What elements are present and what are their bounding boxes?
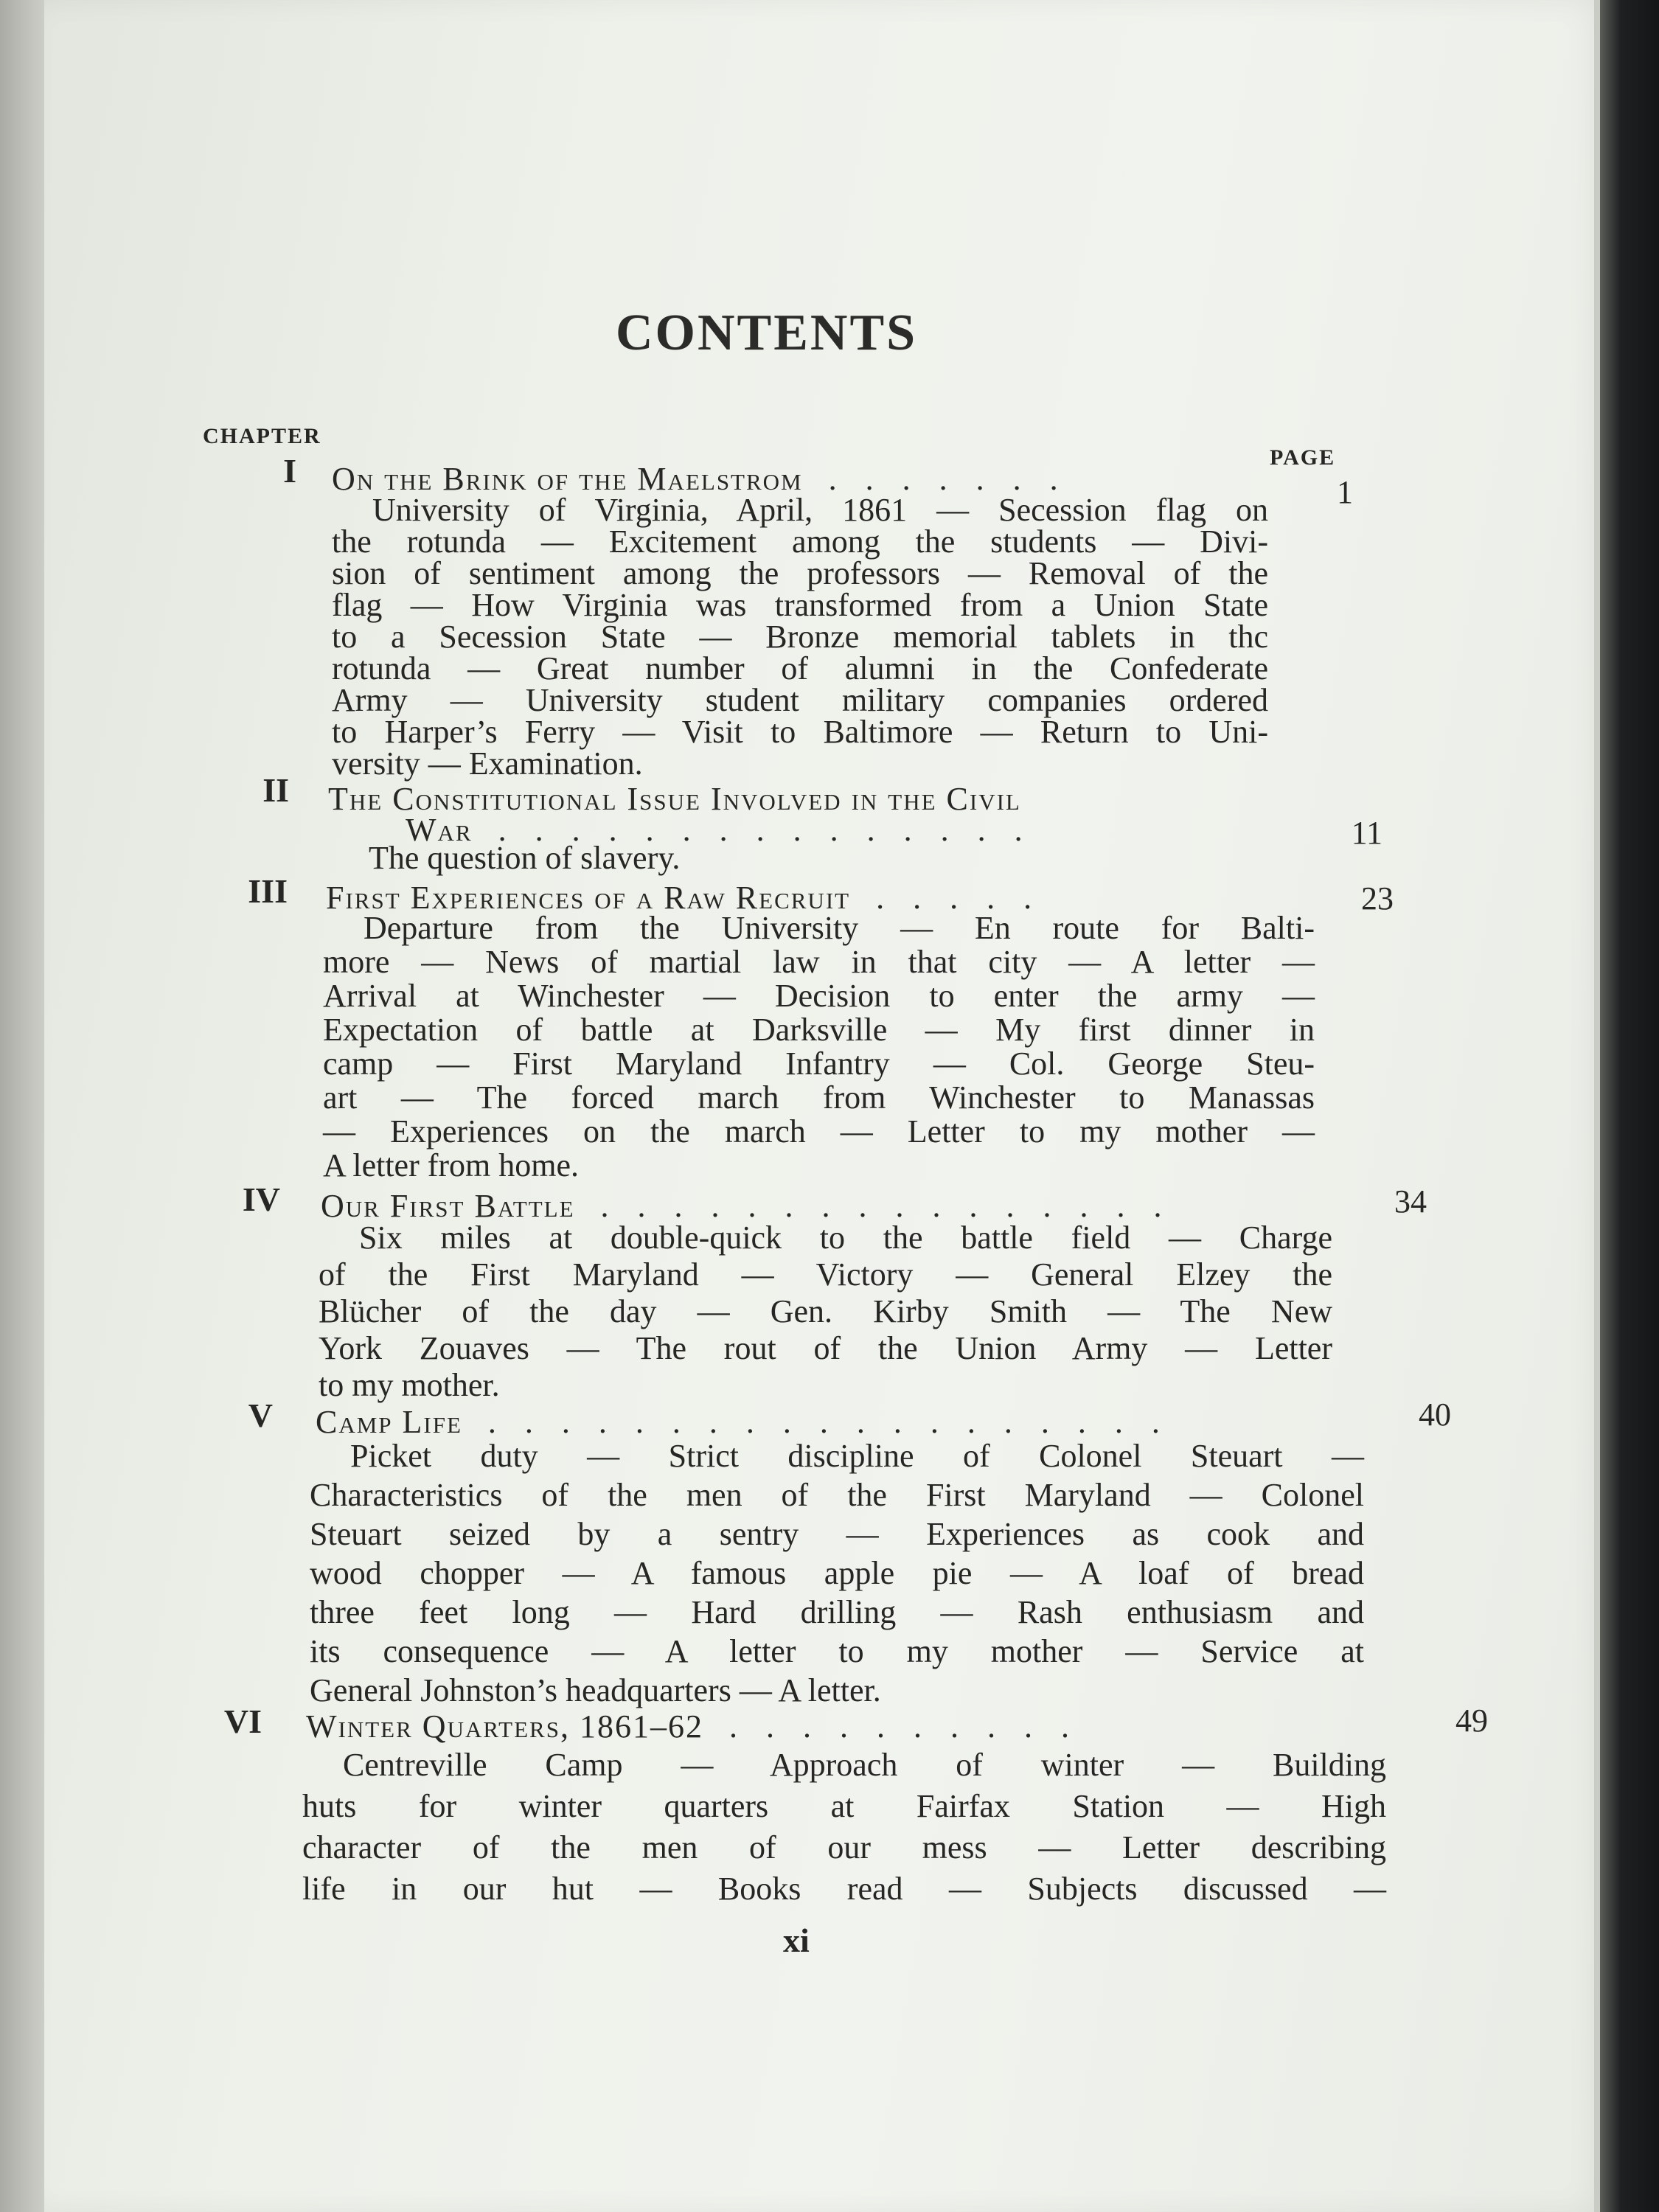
chapter-numeral: IV [242,1180,280,1218]
chapter-title: The Constitutional Issue Involved in the Civil [328,781,1021,817]
chapter-page-number: 40 [1419,1397,1451,1433]
chapter-numeral: V [248,1397,273,1434]
chapter-summary: Centreville Camp — Approach of winter — Building huts for winter quarters at Fairfax Station — High character of the men of our mess — Letter describing life in our hut — Books read — Subjects discussed — [302,1747,1386,1907]
chapter-numeral: III [248,872,288,910]
chapter-page-number: 34 [1394,1183,1427,1220]
chapter-page-number: 11 [1351,815,1382,851]
chapter-numeral: I [283,452,296,490]
chapter-numeral: VI [223,1703,262,1740]
chapter-title: First Experiences of a Raw Recruit . . . . . [326,880,1043,916]
page-folio: xi [783,1921,810,1959]
chapter-page-number: 23 [1361,880,1394,917]
chapter-summary: The question of slavery. [369,840,681,876]
page-column-label: PAGE [1270,445,1336,470]
chapter-summary: Six miles at double-quick to the battle field — Charge of the First Maryland — Victory — General Elzey the Blücher of the day — Gen. Kirby Smith — The New York Zouaves — The rout of the Union Army — Letter to my mother. [319,1220,1332,1403]
chapter-summary: Departure from the University — En route for Balti- more — News of martial law in that city — A letter — Arrival at Winchester — Decision to enter the army — Expectation of battle at Darksville — My first dinner in camp — First Maryland Infantry — Col. George Steu- art — The forced march from Winchester to Manassas — Experiences on the march — Letter to my mother — A letter from home. [323,910,1315,1183]
page-edge [1594,0,1600,2212]
chapter-column-label: CHAPTER [203,424,321,448]
chapter-page-number: 1 [1337,474,1353,510]
chapter-page-number: 49 [1455,1703,1488,1739]
chapter-title: Camp Life . . . . . . . . . . . . . . . . . . . [316,1404,1170,1440]
chapter-title-continuation: War . . . . . . . . . . . . . . . [406,812,1033,848]
chapter-title: Winter Quarters, 1861–62 . . . . . . . . . . [306,1708,1079,1745]
page-heading: CONTENTS [616,305,918,361]
chapter-summary: Picket duty — Strict discipline of Colonel Steuart — Characteristics of the men of the First Maryland — Colonel Steuart seized by a sentry — Experiences as cook and wood chopper — A famous apple pie — A loaf of bread three feet long — Hard drilling — Rash enthusiasm and its consequence — A letter to my mother — Service at General Johnston’s headquarters — A letter. [310,1438,1364,1708]
book-cover-edge [1600,0,1659,2212]
chapter-title: Our First Battle . . . . . . . . . . . . . . . . [321,1188,1172,1224]
chapter-summary: University of Virginia, April, 1861 — Secession flag on the rotunda — Excitement among the students — Divi- sion of sentiment among the professors — Removal of the flag — How Virginia was transformed from a Union State to a Secession State — Bronze memorial tablets in thc rotunda — Great number of alumni in the Confederate Army — University student military companies ordered to Harper’s Ferry — Visit to Baltimore — Return to Uni- versity — Examination. [332,492,1268,782]
chapter-numeral: II [262,771,289,809]
chapter-title: On the Brink of the Maelstrom . . . . . . . [332,461,1068,497]
